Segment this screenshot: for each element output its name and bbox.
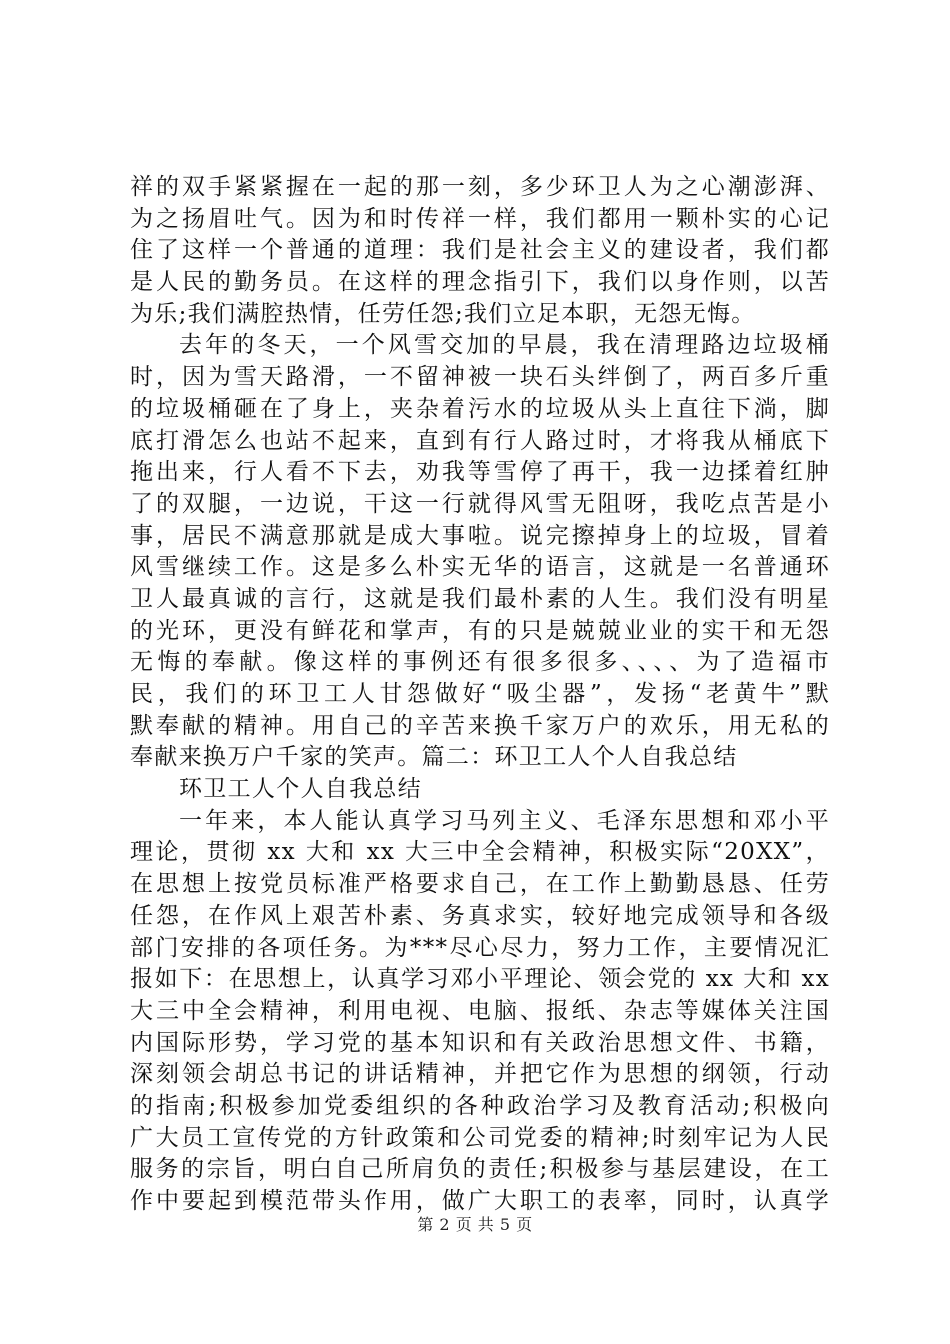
text-line: 默奉献的精神。用自己的辛苦来换千家万户的欢乐，用无私的 (130, 712, 830, 739)
text-line: 奉献来换万户千家的笑声。篇二：环卫工人个人自我总结 (130, 744, 738, 771)
text-line: 为之扬眉吐气。因为和时传祥一样，我们都用一颗朴实的心记 (130, 205, 830, 232)
text-line: 广大员工宣传党的方针政策和公司党委的精神;时刻牢记为人民 (130, 1124, 830, 1151)
text-line: 无悔的奉献。像这样的事例还有很多很多、、、、为了造福市 (130, 649, 830, 676)
text-line: 底打滑怎么也站不起来，直到有行人路过时，才将我从桶底下 (130, 427, 830, 454)
paragraph-start-line: 一年来，本人能认真学习马列主义、毛泽东思想和邓小平 (179, 807, 830, 834)
text-line: 为乐;我们满腔热情，任劳任怨;我们立足本职，无怨无悔。 (130, 300, 756, 327)
text-line: 了的双腿，一边说，干这一行就得风雪无阻呀，我吃点苦是小 (130, 490, 830, 517)
text-line: 理论，贯彻 xx 大和 xx 大三中全会精神，积极实际“20XX”， (130, 839, 830, 866)
text-line: 在思想上按党员标准严格要求自己，在工作上勤勤恳恳、任劳 (130, 871, 830, 898)
text-line: 报如下：在思想上，认真学习邓小平理论、领会党的 xx 大和 xx (130, 966, 830, 993)
text-line: 是人民的勤务员。在这样的理念指引下，我们以身作则，以苦 (130, 269, 830, 296)
text-line: 风雪继续工作。这是多么朴实无华的语言，这就是一名普通环 (130, 554, 830, 581)
text-line: 作中要起到模范带头作用，做广大职工的表率，同时，认真学 (130, 1188, 830, 1214)
text-line: 民，我们的环卫工人甘怨做好“吸尘器”，发扬“老黄牛”默 (130, 681, 830, 707)
text-line: 服务的宗旨，明白自己所肩负的责任;积极参与基层建设，在工 (130, 1156, 830, 1183)
text-line: 祥的双手紧紧握在一起的那一刻，多少环卫人为之心潮澎湃、 (130, 174, 830, 200)
page-number: 第 2 页 共 5 页 (417, 1215, 533, 1234)
text-line: 大三中全会精神，利用电视、电脑、报纸、杂志等媒体关注国 (130, 997, 830, 1024)
text-line: 时，因为雪天路滑，一不留神被一块石头绊倒了，两百多斤重 (130, 364, 830, 391)
text-line: 深刻领会胡总书记的讲话精神，并把它作为思想的纲领，行动 (130, 1061, 830, 1088)
paragraph-start-line: 去年的冬天，一个风雪交加的早晨，我在清理路边垃圾桶 (179, 332, 830, 359)
text-line: 的指南;积极参加党委组织的各种政治学习及教育活动;积极向 (130, 1092, 830, 1119)
text-line: 住了这样一个普通的道理：我们是社会主义的建设者，我们都 (130, 237, 830, 264)
text-line: 的光环，更没有鲜花和掌声，有的只是兢兢业业的实干和无怨 (130, 617, 830, 644)
page-footer (0, 1215, 950, 1235)
text-line: 拖出来，行人看不下去，劝我等雪停了再干，我一边揉着红肿 (130, 459, 830, 486)
text-line: 部门安排的各项任务。为***尽心尽力，努力工作，主要情况汇 (130, 934, 830, 961)
text-line: 的垃圾桶砸在了身上，夹杂着污水的垃圾从头上直往下淌，脚 (130, 395, 830, 422)
section-heading: 环卫工人个人自我总结 (179, 776, 422, 803)
text-line: 卫人最真诚的言行，这就是我们最朴素的人生。我们没有明星 (130, 585, 830, 612)
text-line: 内国际形势，学习党的基本知识和有关政治思想文件、书籍， (130, 1029, 830, 1056)
text-line: 事，居民不满意那就是成大事啦。说完擦掉身上的垃圾，冒着 (130, 522, 830, 549)
body-text (130, 172, 830, 1218)
text-line: 任怨，在作风上艰苦朴素、务真求实，较好地完成领导和各级 (130, 902, 830, 929)
